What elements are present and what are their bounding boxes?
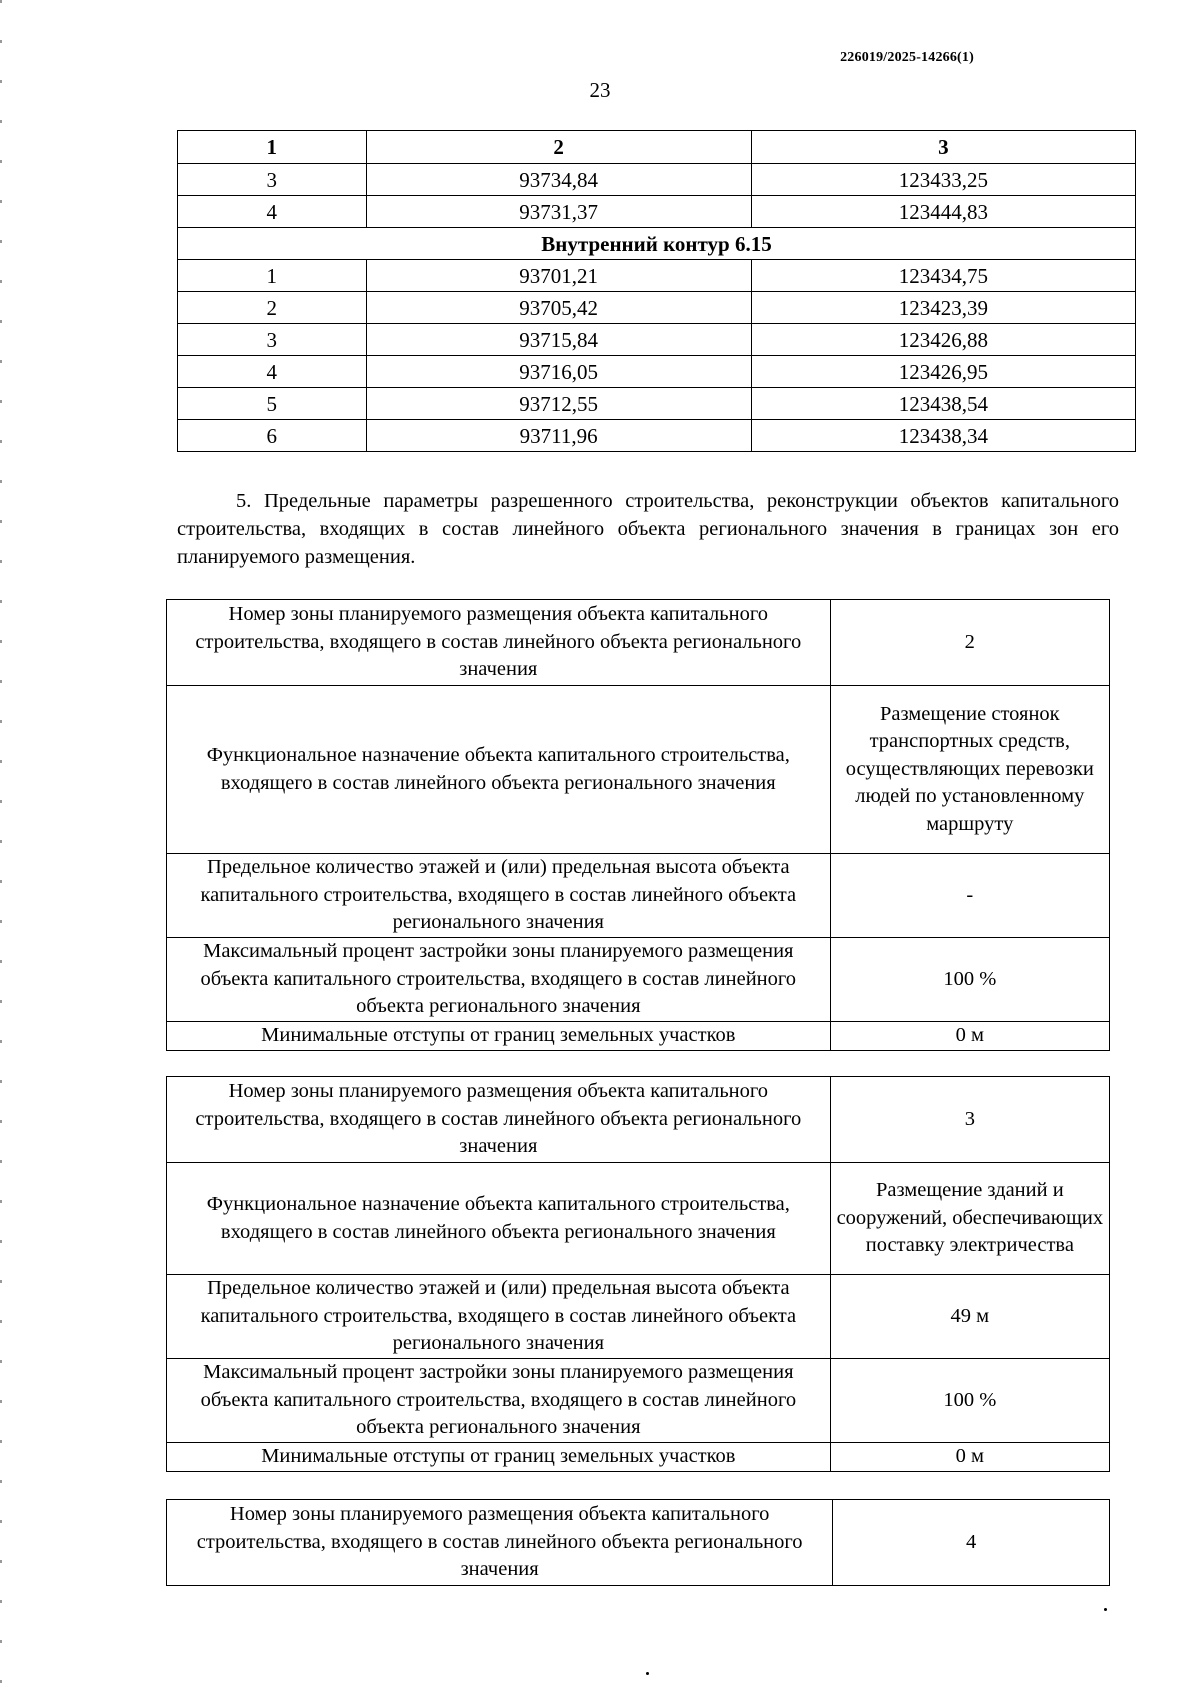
point-number: 4 bbox=[178, 196, 367, 228]
table-header-row bbox=[178, 131, 1136, 164]
table-row bbox=[167, 600, 1110, 686]
table-row bbox=[167, 1443, 1110, 1472]
table-row bbox=[178, 260, 1136, 292]
parameter-label: Номер зоны планируемого размещения объекта капитального строительства, входящего в состав линейного объекта регионального значения bbox=[167, 600, 831, 686]
point-number: 3 bbox=[178, 324, 367, 356]
page-number: 23 bbox=[589, 78, 611, 102]
parameter-label: Номер зоны планируемого размещения объекта капитального строительства, входящего в состав линейного объекта регионального значения bbox=[167, 1500, 833, 1586]
column-header: 3 bbox=[751, 131, 1135, 164]
parameter-label: Максимальный процент застройки зоны планируемого размещения объекта капитального строительства, входящего в состав линейного объекта регионального значения bbox=[167, 938, 831, 1022]
coordinates-table bbox=[177, 130, 1136, 452]
scan-speck bbox=[1104, 1608, 1107, 1611]
parameter-label: Предельное количество этажей и (или) предельная высота объекта капитального строительства, входящего в состав линейного объекта регионального значения bbox=[167, 854, 831, 938]
point-number: 4 bbox=[178, 356, 367, 388]
table-row bbox=[167, 686, 1110, 854]
coordinate-y: 123438,54 bbox=[751, 388, 1135, 420]
coordinate-x: 93711,96 bbox=[366, 420, 751, 452]
point-number: 6 bbox=[178, 420, 367, 452]
column-header: 2 bbox=[366, 131, 751, 164]
parameter-label: Минимальные отступы от границ земельных участков bbox=[167, 1022, 831, 1051]
scan-speck bbox=[646, 1672, 649, 1675]
table-row bbox=[178, 164, 1136, 196]
table-row bbox=[178, 356, 1136, 388]
point-number: 2 bbox=[178, 292, 367, 324]
parameter-label: Функциональное назначение объекта капитального строительства, входящего в состав линейного объекта регионального значения bbox=[167, 686, 831, 854]
coordinate-x: 93731,37 bbox=[366, 196, 751, 228]
parameter-value: 100 % bbox=[830, 1359, 1109, 1443]
coordinate-y: 123423,39 bbox=[751, 292, 1135, 324]
coordinate-y: 123434,75 bbox=[751, 260, 1135, 292]
zone-parameters-table bbox=[166, 1076, 1110, 1472]
table-row bbox=[167, 1500, 1110, 1586]
parameter-value: Размещение стоянок транспортных средств, осуществляющих перевозки людей по установленному маршруту bbox=[830, 686, 1109, 854]
parameter-value: 2 bbox=[830, 600, 1109, 686]
parameter-label: Функциональное назначение объекта капитального строительства, входящего в состав линейного объекта регионального значения bbox=[167, 1163, 831, 1275]
parameter-value: - bbox=[830, 854, 1109, 938]
parameter-value: 49 м bbox=[830, 1275, 1109, 1359]
coordinate-y: 123438,34 bbox=[751, 420, 1135, 452]
table-row bbox=[178, 324, 1136, 356]
table-row bbox=[167, 938, 1110, 1022]
coordinate-x: 93716,05 bbox=[366, 356, 751, 388]
point-number: 1 bbox=[178, 260, 367, 292]
section-title-row bbox=[178, 228, 1136, 260]
table-row bbox=[167, 1359, 1110, 1443]
point-number: 3 bbox=[178, 164, 367, 196]
point-number: 5 bbox=[178, 388, 367, 420]
coordinate-x: 93712,55 bbox=[366, 388, 751, 420]
section-paragraph: 5. Предельные параметры разрешенного строительства, реконструкции объектов капитального строительства, входящих в состав линейного объекта регионального значения в границах зон его планируемого размещения. bbox=[177, 490, 1119, 568]
table-row bbox=[178, 388, 1136, 420]
section-title: Внутренний контур 6.15 bbox=[178, 228, 1136, 260]
parameter-value: 0 м bbox=[830, 1443, 1109, 1472]
zone-parameters-table bbox=[166, 599, 1110, 1051]
table-row bbox=[178, 420, 1136, 452]
document-id: 226019/2025-14266(1) bbox=[840, 50, 974, 65]
coordinate-y: 123433,25 bbox=[751, 164, 1135, 196]
parameter-value: 0 м bbox=[830, 1022, 1109, 1051]
table-row bbox=[167, 1163, 1110, 1275]
coordinate-x: 93715,84 bbox=[366, 324, 751, 356]
parameter-label: Номер зоны планируемого размещения объекта капитального строительства, входящего в состав линейного объекта регионального значения bbox=[167, 1077, 831, 1163]
table-row bbox=[167, 854, 1110, 938]
parameter-value: 4 bbox=[833, 1500, 1110, 1586]
parameter-label: Предельное количество этажей и (или) предельная высота объекта капитального строительства, входящего в состав линейного объекта регионального значения bbox=[167, 1275, 831, 1359]
coordinate-x: 93734,84 bbox=[366, 164, 751, 196]
parameter-value: 100 % bbox=[830, 938, 1109, 1022]
parameter-value: Размещение зданий и сооружений, обеспечивающих поставку электричества bbox=[830, 1163, 1109, 1275]
table-row bbox=[167, 1022, 1110, 1051]
coordinate-x: 93705,42 bbox=[366, 292, 751, 324]
coordinate-y: 123426,95 bbox=[751, 356, 1135, 388]
parameter-label: Максимальный процент застройки зоны планируемого размещения объекта капитального строительства, входящего в состав линейного объекта регионального значения bbox=[167, 1359, 831, 1443]
table-row bbox=[167, 1275, 1110, 1359]
coordinate-x: 93701,21 bbox=[366, 260, 751, 292]
scan-edge-mark bbox=[0, 0, 2, 1702]
zone-parameters-table bbox=[166, 1499, 1110, 1586]
parameter-value: 3 bbox=[830, 1077, 1109, 1163]
table-row bbox=[167, 1077, 1110, 1163]
column-header: 1 bbox=[178, 131, 367, 164]
parameter-label: Минимальные отступы от границ земельных участков bbox=[167, 1443, 831, 1472]
table-row bbox=[178, 196, 1136, 228]
table-row bbox=[178, 292, 1136, 324]
coordinate-y: 123426,88 bbox=[751, 324, 1135, 356]
coordinate-y: 123444,83 bbox=[751, 196, 1135, 228]
